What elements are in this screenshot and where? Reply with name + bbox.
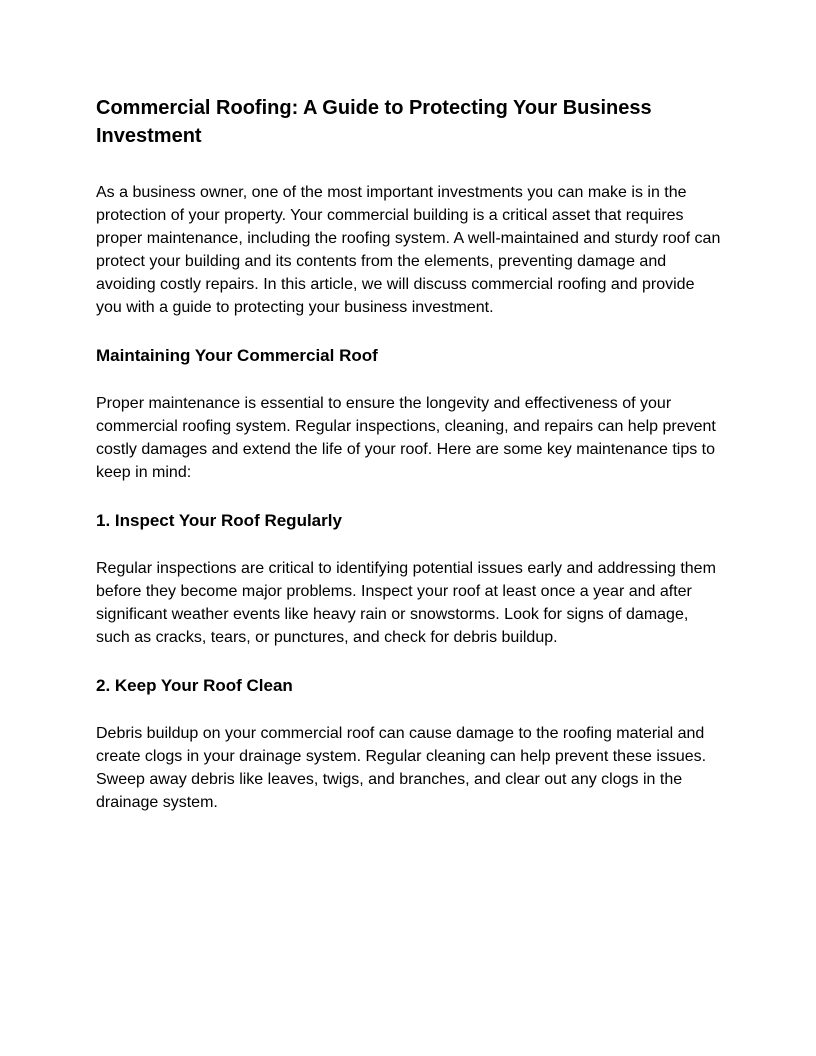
page-title: Commercial Roofing: A Guide to Protecting Your Business Investment [96, 97, 652, 147]
section-body-inspect: Regular inspections are critical to identifying potential issues early and addressing them before they become major problems. Inspect your roof at least once a year and after significant weather events like heavy rain or snowstorms. Look for signs of damage, such as cracks, tears, or punctures, and check for debris buildup. [96, 560, 716, 646]
section-heading-inspect: 1. Inspect Your Roof Regularly [96, 511, 342, 530]
section-heading-clean: 2. Keep Your Roof Clean [96, 676, 293, 695]
section-body-maintaining: Proper maintenance is essential to ensure the longevity and effectiveness of your commercial roofing system. Regular inspections, cleaning, and repairs can help prevent costly damages and extend the life of your roof. Here are some key maintenance tips to keep in mind: [96, 395, 716, 481]
intro-paragraph: As a business owner, one of the most important investments you can make is in the protection of your property. Your commercial building is a critical asset that requires proper maintenance, including the roofing system. A well-maintained and sturdy roof can protect your building and its contents from the elements, preventing damage and avoiding costly repairs. In this article, we will discuss commercial roofing and provide you with a guide to protecting your business investment. [96, 184, 721, 316]
section-heading-maintaining: Maintaining Your Commercial Roof [96, 346, 378, 365]
document-page [96, 94, 724, 814]
section-body-clean: Debris buildup on your commercial roof can cause damage to the roofing material and create clogs in your drainage system. Regular cleaning can help prevent these issues. Sweep away debris like leaves, twigs, and branches, and clear out any clogs in the drainage system. [96, 725, 707, 811]
